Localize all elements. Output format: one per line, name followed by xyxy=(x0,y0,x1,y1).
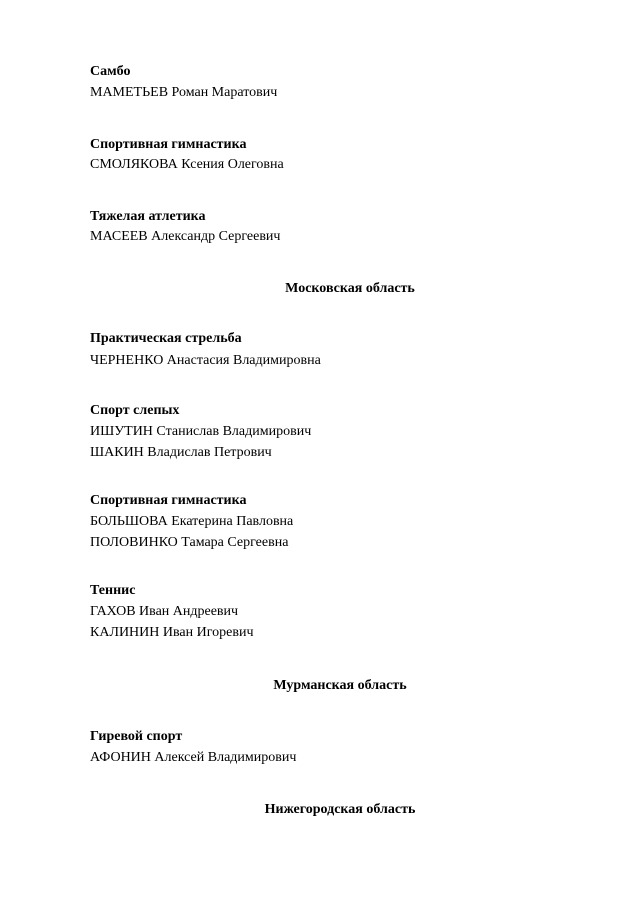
sport-heading: Спорт слепых xyxy=(90,403,180,418)
sport-heading: Самбо xyxy=(90,64,131,79)
sport-heading: Спортивная гимнастика xyxy=(90,493,247,508)
athlete-name: ЧЕРНЕНКО Анастасия Владимировна xyxy=(90,353,321,368)
athlete-name: КАЛИНИН Иван Игоревич xyxy=(90,625,254,640)
athlete-name: ПОЛОВИНКО Тамара Сергеевна xyxy=(90,535,289,550)
athlete-name: БОЛЬШОВА Екатерина Павловна xyxy=(90,514,294,529)
sport-heading: Спортивная гимнастика xyxy=(90,137,247,152)
sport-heading: Тяжелая атлетика xyxy=(90,209,206,224)
sport-heading: Гиревой спорт xyxy=(90,729,183,744)
region-heading: Мурманская область xyxy=(273,678,407,693)
athlete-name: ИШУТИН Станислав Владимирович xyxy=(90,424,312,439)
athlete-name: ШАКИН Владислав Петрович xyxy=(90,445,272,460)
region-heading: Нижегородская область xyxy=(264,802,416,817)
athlete-name: ГАХОВ Иван Андреевич xyxy=(90,604,239,619)
athlete-name: СМОЛЯКОВА Ксения Олеговна xyxy=(90,157,284,172)
region-heading: Московская область xyxy=(285,281,415,296)
athlete-name: МАМЕТЬЕВ Роман Маратович xyxy=(90,85,278,100)
sport-heading: Практическая стрельба xyxy=(90,331,242,346)
athlete-name: АФОНИН Алексей Владимирович xyxy=(90,750,297,765)
athlete-name: МАСЕЕВ Александр Сергеевич xyxy=(90,229,281,244)
sport-heading: Теннис xyxy=(90,583,136,598)
